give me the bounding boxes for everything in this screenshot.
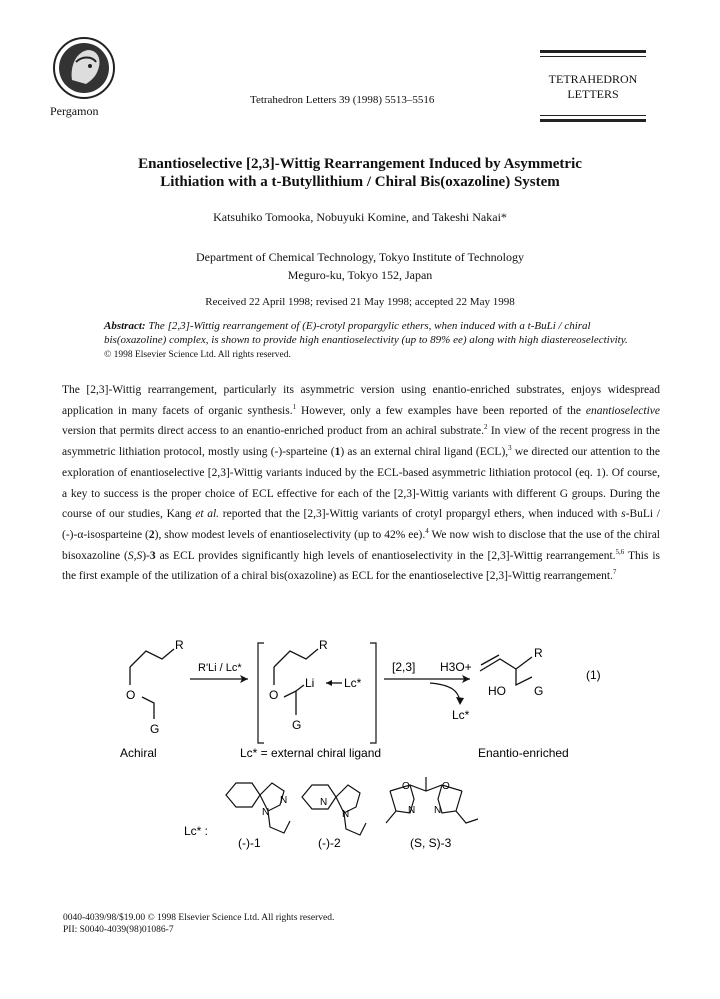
author-list: Katsuhiko Tomooka, Nobuyuki Komine, and Takeshi Nakai*: [213, 210, 507, 224]
footer-copyright: 0040-4039/98/$19.00 © 1998 Elsevier Science Ltd. All rights reserved.: [63, 913, 335, 923]
ligand-bisoxazoline-structure: [386, 777, 478, 823]
ligand-isosparteine-structure: [302, 785, 366, 835]
ligand-sparteine-structure: [226, 783, 290, 833]
atom-lc-1: Lc*: [344, 676, 362, 690]
article-title: [60, 155, 660, 191]
atom-r-1: R: [175, 638, 184, 652]
atom-ho: HO: [488, 684, 506, 698]
ligand-1-label: (-)-1: [238, 836, 261, 850]
label-enantio-enriched: Enantio-enriched: [478, 746, 569, 760]
atom-o-1: O: [126, 688, 136, 702]
title-line-2: Lithiation with a t-Butyllithium / Chiral Bis(oxazoline) System: [160, 174, 560, 190]
affiliation-line-2: Meguro-ku, Tokyo 152, Japan: [287, 268, 433, 282]
atom-g-3: G: [534, 684, 544, 698]
coordination-arrow: [326, 680, 332, 686]
footer-pii: PII: S0040-4039(98)01086-7: [63, 925, 174, 935]
reaction-scheme: [80, 615, 670, 855]
atom-o-3b: O: [442, 781, 450, 792]
journal-name-line2: LETTERS: [567, 87, 619, 101]
ligand-2-label: (-)-2: [318, 836, 341, 850]
affiliation-line-1: Department of Chemical Technology, Tokyo Institute of Technology: [196, 250, 524, 264]
abstract-text: The [2,3]-Wittig rearrangement of (E)-crotyl propargylic ethers, when induced with a t-BuLi / chiral bis(oxazoline) complex, is shown to provide high enantioselectivity (up to 89% ee) along with high diastereoselectivity.: [104, 320, 628, 346]
bracket-left: [258, 643, 264, 743]
step-label: [2,3]: [392, 660, 416, 674]
atom-n-2a: N: [320, 797, 328, 808]
atom-lc-2: Lc*: [452, 708, 470, 722]
atom-n-1b: N: [280, 795, 288, 806]
release-arrow: [430, 683, 460, 701]
label-achiral: Achiral: [120, 746, 157, 760]
atom-g-2: G: [292, 718, 302, 732]
ligand-3-label: (S, S)-3: [410, 836, 452, 850]
reagent-label: R'Li / Lc*: [198, 662, 242, 674]
atom-n-1a: N: [262, 807, 270, 818]
received-dates: Received 22 April 1998; revised 21 May 1998; accepted 22 May 1998: [205, 296, 515, 308]
quench-label: H3O+: [440, 660, 472, 674]
top-rule-thin: [540, 56, 646, 57]
equation-number: (1): [586, 668, 601, 682]
journal-name-line1: TETRAHEDRON: [548, 72, 638, 86]
bottom-rule-thin: [540, 115, 646, 116]
atom-n-3a: N: [408, 805, 416, 816]
footer: [63, 912, 334, 936]
product-structure: [480, 655, 532, 685]
top-rule: [540, 50, 646, 53]
release-arrow-head: [456, 697, 464, 705]
pergamon-logo: [52, 36, 116, 100]
atom-r-3: R: [534, 646, 543, 660]
atom-n-3b: N: [434, 805, 442, 816]
substrate-structure: [130, 649, 174, 719]
atom-g-1: G: [150, 722, 160, 736]
title-line-1: Enantioselective [2,3]-Wittig Rearrangement Induced by Asymmetric: [138, 156, 582, 172]
atom-r-2: R: [319, 638, 328, 652]
atom-n-2b: N: [342, 809, 350, 820]
atom-o-2: O: [269, 688, 279, 702]
bottom-rule: [540, 119, 646, 122]
body-paragraph: The [2,3]-Wittig rearrangement, particularly its asymmetric version using enantio-enriched substrates, enjoys widespread application in many facets of organic synthesis.$^1$ However, only a few examples have been reported of the enantioselective version that permits direct access to an enantio-enriched product from an achiral substrate.$^2$ In view of the recent progress in the asymmetric lithiation protocol, mostly using (-)-sparteine (1) as an external chiral ligand (ECL),$^3$ we directed our attention to the exploration of enantioselective [2,3]-Wittig variants induced by the ECL-based asymmetric lithiation protocol (eq. 1). Of course, a key to success is the proper choice of ECL effective for each of the [2,3]-Wittig variants with different G groups. During the course of our studies, Kang et al. reported that the [2,3]-Wittig variants of crotyl propargyl ethers, when induced with s-BuLi / (-)-α-isosparteine (2), show modest levels of enantioselectivity (up to 42% ee).$^4$ We now wish to disclose that the use of the chiral bisoxazoline (S,S)-3 as ECL provides significantly high levels of enantioselectivity in the [2,3]-Wittig rearrangement.$^{5,6}$ This is the first example of the utilization of a chiral bis(oxazoline) as ECL for the enantioselective [2,3]-Wittig rearrangement.$^7$: [62, 384, 661, 583]
abstract-copyright: © 1998 Elsevier Science Ltd. All rights reserved.: [104, 350, 291, 360]
bracket-right: [370, 643, 376, 743]
journal-name: [540, 72, 646, 102]
journal-reference: Tetrahedron Letters 39 (1998) 5513–5516: [250, 94, 435, 106]
label-ligand-definition: Lc* = external chiral ligand: [240, 746, 382, 760]
abstract-label: Abstract:: [104, 320, 146, 332]
atom-li: Li: [305, 676, 315, 690]
atom-o-3a: O: [402, 781, 410, 792]
publisher-name: Pergamon: [50, 104, 99, 118]
abstract: [104, 319, 634, 362]
lc-label: Lc* :: [184, 824, 209, 838]
affiliation: [60, 248, 660, 284]
